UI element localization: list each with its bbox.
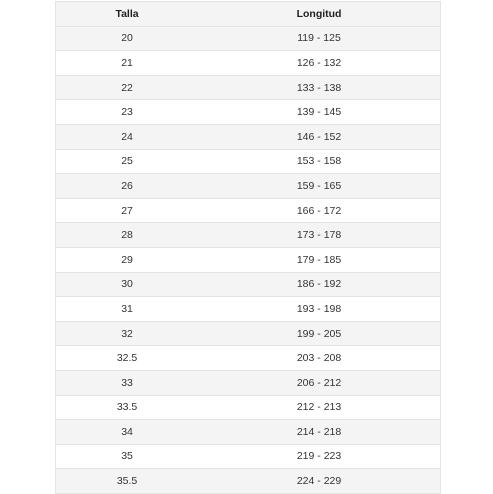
table-row (56, 51, 440, 76)
cell-size: 35.5 (56, 469, 198, 494)
cell-size: 30 (56, 272, 198, 297)
cell-length: 133 - 138 (198, 75, 440, 100)
cell-size: 26 (56, 174, 198, 199)
table-row (56, 26, 440, 51)
table-row (56, 272, 440, 297)
table-row (56, 321, 440, 346)
cell-size: 33.5 (56, 395, 198, 420)
size-chart-table-container (55, 1, 441, 494)
table-row (56, 420, 440, 445)
cell-length: 179 - 185 (198, 247, 440, 272)
cell-length: 224 - 229 (198, 469, 440, 494)
table-row (56, 395, 440, 420)
cell-length: 146 - 152 (198, 124, 440, 149)
cell-size: 34 (56, 420, 198, 445)
cell-length: 219 - 223 (198, 444, 440, 469)
cell-length: 139 - 145 (198, 100, 440, 125)
cell-size: 32 (56, 321, 198, 346)
table-row (56, 223, 440, 248)
cell-size: 31 (56, 297, 198, 322)
table-row (56, 370, 440, 395)
table-row (56, 198, 440, 223)
cell-size: 32.5 (56, 346, 198, 371)
table-row (56, 469, 440, 494)
table-row (56, 100, 440, 125)
cell-length: 159 - 165 (198, 174, 440, 199)
header-size: Talla (56, 2, 198, 26)
cell-length: 193 - 198 (198, 297, 440, 322)
header-row (56, 2, 440, 26)
cell-length: 119 - 125 (198, 26, 440, 51)
cell-size: 23 (56, 100, 198, 125)
table-header (56, 2, 440, 26)
table-row (56, 75, 440, 100)
table-row (56, 444, 440, 469)
table-row (56, 149, 440, 174)
cell-length: 166 - 172 (198, 198, 440, 223)
table-row (56, 346, 440, 371)
cell-length: 153 - 158 (198, 149, 440, 174)
cell-size: 20 (56, 26, 198, 51)
cell-length: 199 - 205 (198, 321, 440, 346)
cell-length: 126 - 132 (198, 51, 440, 76)
size-chart-table (56, 2, 440, 494)
cell-size: 33 (56, 370, 198, 395)
cell-size: 24 (56, 124, 198, 149)
cell-size: 35 (56, 444, 198, 469)
cell-size: 25 (56, 149, 198, 174)
cell-size: 29 (56, 247, 198, 272)
cell-length: 186 - 192 (198, 272, 440, 297)
header-length: Longitud (198, 2, 440, 26)
cell-length: 206 - 212 (198, 370, 440, 395)
table-row (56, 247, 440, 272)
cell-length: 212 - 213 (198, 395, 440, 420)
cell-length: 214 - 218 (198, 420, 440, 445)
table-body (56, 26, 440, 493)
cell-size: 27 (56, 198, 198, 223)
cell-length: 173 - 178 (198, 223, 440, 248)
cell-size: 28 (56, 223, 198, 248)
table-row (56, 124, 440, 149)
cell-size: 22 (56, 75, 198, 100)
cell-size: 21 (56, 51, 198, 76)
table-row (56, 174, 440, 199)
cell-length: 203 - 208 (198, 346, 440, 371)
table-row (56, 297, 440, 322)
